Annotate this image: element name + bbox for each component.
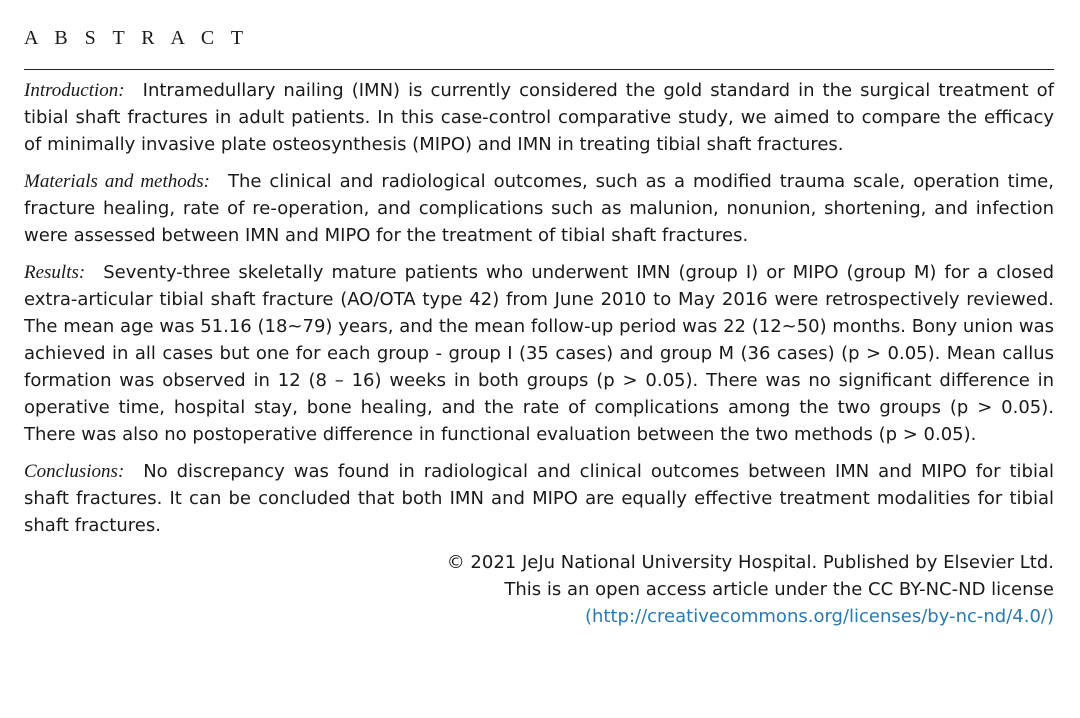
results-label: Results: <box>24 262 86 283</box>
license-link[interactable]: http://creativecommons.org/licenses/by-nc-nd/4.0/ <box>592 606 1047 627</box>
copyright-notice: © 2021 JeJu National University Hospital. Published by Elsevier Ltd. <box>446 552 1054 573</box>
abstract-section <box>24 20 1054 630</box>
abstract-heading: A B S T R A C T <box>24 27 250 49</box>
paragraph-materials-methods <box>24 168 1054 249</box>
introduction-label: Introduction: <box>24 80 125 101</box>
introduction-text: Intramedullary nailing (IMN) is currently considered the gold standard in the surgical treatment of tibial shaft fractures in adult patients. In this case-control comparative study, we aimed to compare the efficacy of minimally invasive plate osteosynthesis (MIPO) and IMN in treating tibial shaft fractures. <box>24 80 1054 155</box>
paragraph-conclusions <box>24 458 1054 539</box>
paragraph-results <box>24 259 1054 448</box>
license-statement: This is an open access article under the CC BY-NC-ND license <box>504 579 1054 600</box>
results-text: Seventy-three skeletally mature patients who underwent IMN (group I) or MIPO (group M) for a closed extra-articular tibial shaft fracture (AO/OTA type 42) from June 2010 to May 2016 were retrospectively reviewed. The mean age was 51.16 (18~79) years, and the mean follow-up period was 22 (12~50) months. Bony union was achieved in all cases but one for each group - group I (35 cases) and group M (36 cases) (p > 0.05). Mean callus formation was observed in 12 (8 – 16) weeks in both groups (p > 0.05). There was no significant difference in operative time, hospital stay, bone healing, and the rate of complications among the two groups (p > 0.05). There was also no postoperative difference in functional evaluation between the two methods (p > 0.05). <box>24 262 1055 445</box>
conclusions-label: Conclusions: <box>24 461 125 482</box>
materials-methods-label: Materials and methods: <box>24 171 210 192</box>
abstract-body <box>24 77 1054 539</box>
copyright-block <box>24 549 1054 630</box>
license-url-line <box>24 603 1054 630</box>
paragraph-introduction <box>24 77 1054 158</box>
conclusions-text: No discrepancy was found in radiological and clinical outcomes between IMN and MIPO for tibial shaft fractures. It can be concluded that both IMN and MIPO are equally effective treatment modalities for tibial shaft fractures. <box>24 461 1054 536</box>
materials-methods-text: The clinical and radiological outcomes, such as a modified trauma scale, operation time, fracture healing, rate of re-operation, and complications such as malunion, nonunion, shortening, and infection were assessed between IMN and MIPO for the treatment of tibial shaft fractures. <box>24 171 1054 246</box>
license-open-paren: ( <box>584 606 593 627</box>
heading-divider <box>24 69 1054 70</box>
license-close-paren: ) <box>1046 606 1054 627</box>
